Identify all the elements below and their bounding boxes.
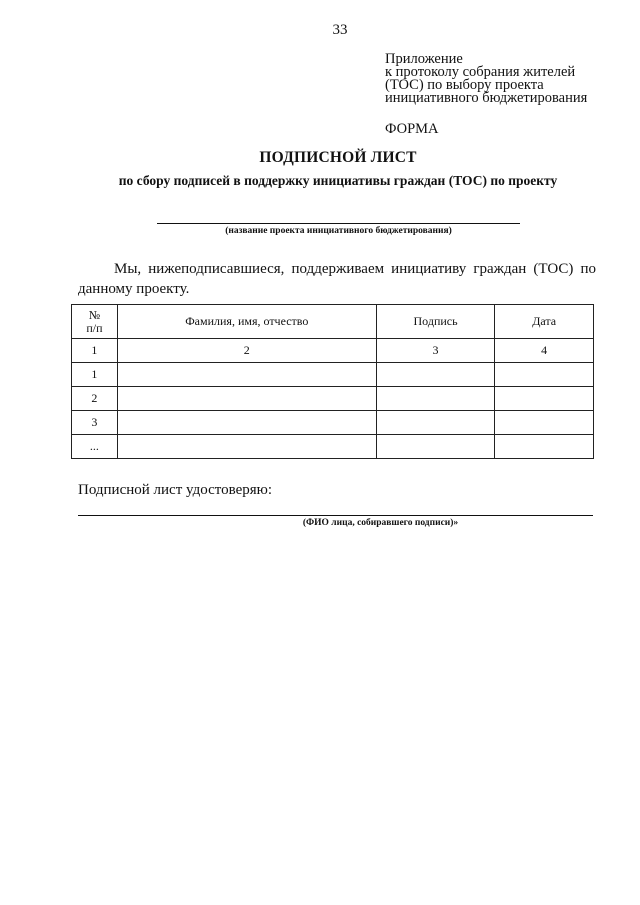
signature-cell[interactable] xyxy=(376,363,495,387)
date-cell[interactable] xyxy=(495,387,594,411)
project-name-caption: (название проекта инициативного бюджетирования) xyxy=(225,226,452,236)
page-number: 33 xyxy=(332,22,348,38)
row-num-cell: ... xyxy=(72,435,118,459)
name-cell[interactable] xyxy=(117,411,376,435)
header-num xyxy=(72,305,118,339)
fio-caption: (ФИО лица, собиравшего подписи)» xyxy=(302,518,459,528)
index-cell: 3 xyxy=(376,339,495,363)
appendix-line: инициативного бюджетирования xyxy=(385,90,588,106)
document-subtitle: по сбору подписей в поддержку инициативы граждан (ТОС) по проекту xyxy=(118,173,558,188)
table-row xyxy=(72,411,594,435)
certify-text: Подписной лист удостоверяю: xyxy=(78,482,273,498)
project-name-line[interactable] xyxy=(157,223,520,224)
signature-cell[interactable] xyxy=(376,411,495,435)
header-date: Дата xyxy=(495,305,594,339)
table-index-row xyxy=(72,339,594,363)
row-num-cell: 1 xyxy=(72,363,118,387)
header-signature: Подпись xyxy=(376,305,495,339)
date-cell[interactable] xyxy=(495,435,594,459)
header-name: Фамилия, имя, отчество xyxy=(117,305,376,339)
document-title: ПОДПИСНОЙ ЛИСТ xyxy=(259,149,417,166)
row-num-cell: 3 xyxy=(72,411,118,435)
name-cell[interactable] xyxy=(117,435,376,459)
header-num-symbol: № xyxy=(88,307,101,322)
table-row xyxy=(72,435,594,459)
date-cell[interactable] xyxy=(495,411,594,435)
appendix-line: (ТОС) по выбору проекта xyxy=(385,77,544,93)
signature-cell[interactable] xyxy=(376,387,495,411)
table-row xyxy=(72,387,594,411)
date-cell[interactable] xyxy=(495,363,594,387)
table-header-row xyxy=(72,305,594,339)
table-row xyxy=(72,363,594,387)
form-label: ФОРМА xyxy=(385,121,439,137)
index-cell: 2 xyxy=(117,339,376,363)
appendix-block xyxy=(385,53,587,105)
appendix-line: к протоколу собрания жителей xyxy=(385,64,576,80)
appendix-line: Приложение xyxy=(385,51,463,67)
header-num-abbr: п/п xyxy=(86,320,103,335)
index-cell: 4 xyxy=(495,339,594,363)
name-cell[interactable] xyxy=(117,363,376,387)
name-cell[interactable] xyxy=(117,387,376,411)
index-cell: 1 xyxy=(72,339,118,363)
signatures-table xyxy=(71,304,594,459)
intro-paragraph: Мы, нижеподписавшиеся, поддерживаем инициативу граждан (ТОС) по данному проекту. xyxy=(78,261,596,297)
row-num-cell: 2 xyxy=(72,387,118,411)
signature-cell[interactable] xyxy=(376,435,495,459)
fio-line[interactable] xyxy=(78,515,593,516)
